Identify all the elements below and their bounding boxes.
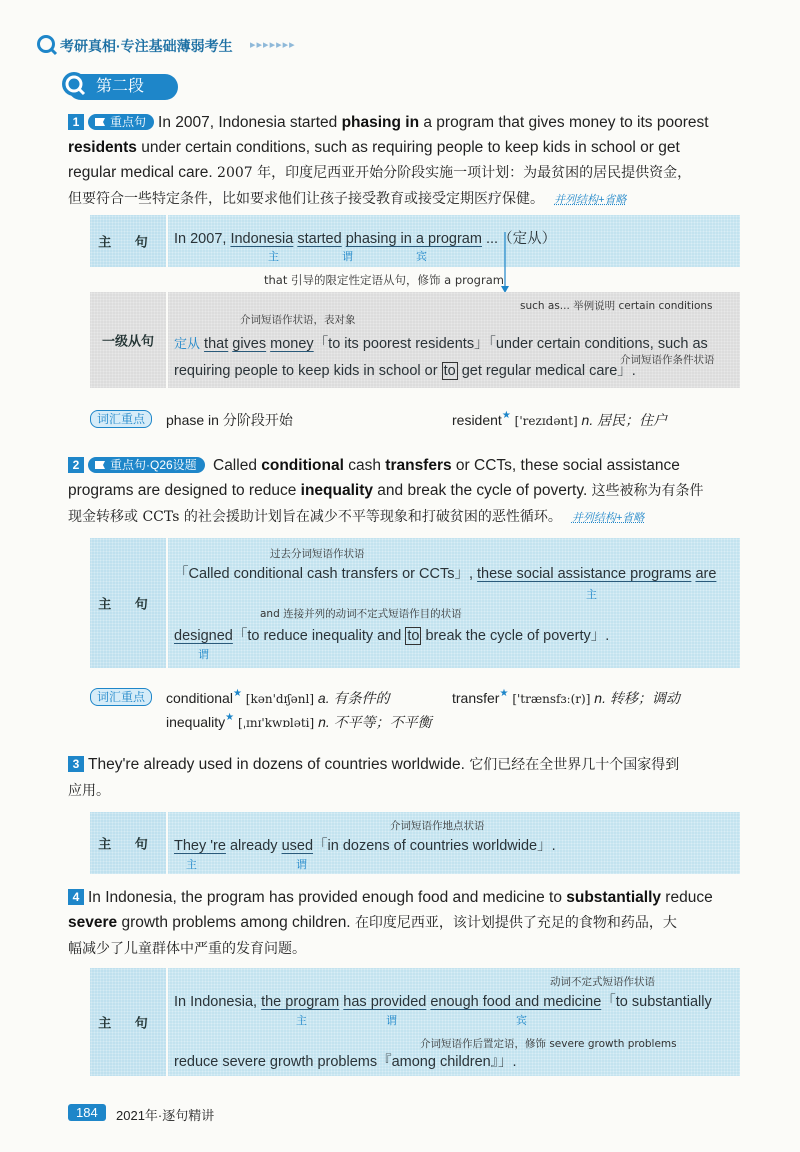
vocab-phase-in: phase in 分阶段开始 [166,412,293,428]
sentence-number: 1 [68,114,84,130]
header-title: 考研真相·专注基础薄弱考生 [60,38,233,54]
vocab-tag-1: 词汇重点 [90,410,152,428]
key-sentence-tag: 重点句 [88,114,154,130]
analysis-main-clause-2: 主 句 过去分词短语作状语 「Called conditional cash transfers or CCTs」, these social assistance programs are 主 and 连接并列的动词不定式短语作目的状语 designed「to reduce inequality and to break the cycle of poverty」. 谓 [90,538,740,668]
section-title: 第二段 [68,74,178,100]
structure-note: 并列结构+省略 [554,194,627,206]
sentence-2: 2 重点句·Q26设题 Called conditional cash transfers or CCTs, these social assistance programs are designed to reduce inequality and break the cycle of poverty. 这些被称为有条件 现金转移或 CCTs 的社会援助计划旨在减少不平等现象和打破贫困的恶性循环。 并列结构+省略 [68,457,704,525]
vocab-inequality: inequality★ [ˌɪnɪ'kwɒləti] n. 不平等；不平衡 [166,712,432,730]
section-search-icon [60,70,92,102]
flag-icon [94,460,106,470]
vocab-tag-2: 词汇重点 [90,688,152,706]
sentence-1: 1 重点句 In 2007, Indonesia started phasing in a program that gives money to its poorest residents under certain conditions, such as requiring people to keep kids in school or get regular medical care. 2007 年，印度尼西亚开始分阶段实施一项计划：为最贫困的居民提供资金， 但要符合一些特定条件，比如要求他们让孩子接受教育或接受定期医疗保健。 并列结构+省略 [68,114,709,207]
vocab-resident: resident★ ['rezɪdənt] n. 居民；住户 [452,410,668,428]
clause-link-note: that 引导的限定性定语从句，修饰 a program [264,273,504,287]
analysis-main-clause-4: 主 句 动词不定式短语作状语 In Indonesia, the program has provided enough food and medicine「to substantially 主 谓 宾 介词短语作后置定语，修饰 severe growth problems reduce severe growth problems『among children』」. [90,968,740,1076]
analysis-main-clause-1: 主 句 In 2007, Indonesia started phasing in a program ...（定从） 主 谓 宾 [90,215,740,267]
flag-icon [94,117,106,127]
vocab-conditional: conditional★ [kən'dɪʃənl] a. 有条件的 [166,688,390,706]
sentence-3: 3 They're already used in dozens of countries worldwide. 它们已经在全世界几十个国家得到 应用。 [68,756,680,799]
header-arrows: ▸▸▸▸▸▸▸ [250,39,296,51]
vocab-transfer: transfer★ ['trænsfɜː(r)] n. 转移；调动 [452,688,680,706]
book-title: 2021年·逐句精讲 [116,1108,215,1123]
search-logo-icon [36,34,58,56]
analysis-sub-clause-1: 一级从句 介词短语作状语，表对象 such as... 举例说明 certain conditions 定从 that gives money「to its poorest residents」「under certain conditions, such as requiring people to keep kids in school or to get regular medical care」. 介词短语作条件状语 [90,292,740,388]
sentence-4: 4 In Indonesia, the program has provided enough food and medicine to substantially reduce severe growth problems among children. 在印度尼西亚，该计划提供了充足的食物和药品，大 幅减少了儿童群体中严重的发育问题。 [68,889,713,957]
analysis-main-clause-3: 主 句 介词短语作地点状语 They 're already used「in dozens of countries worldwide」. 主 谓 [90,812,740,874]
page-number: 184 [68,1104,106,1121]
